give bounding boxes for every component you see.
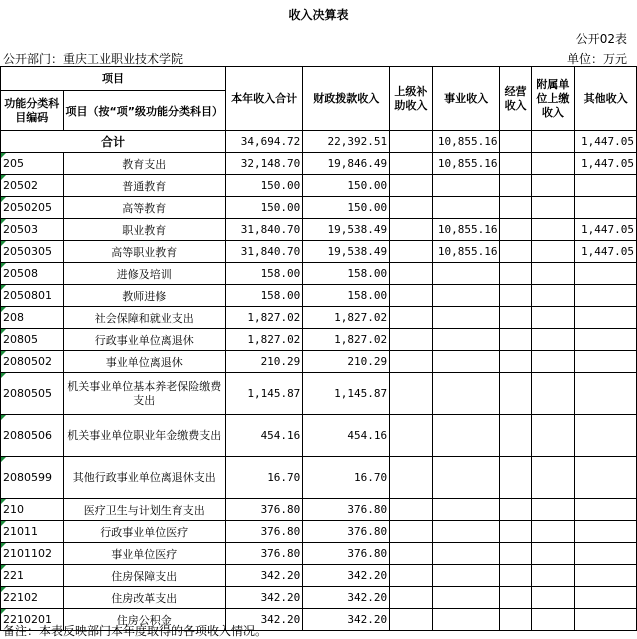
row-name: 行政事业单位医疗: [63, 521, 225, 543]
row-code: 208: [1, 307, 64, 329]
table-row: [1, 351, 637, 373]
total-business-value: 10,855.16: [432, 131, 500, 153]
row-fiscal: 1,827.02: [303, 307, 390, 329]
row-name: 机关事业单位职业年金缴费支出: [63, 415, 225, 457]
table-row: [1, 329, 637, 351]
row-operating: [500, 197, 531, 219]
income-table: [0, 66, 637, 631]
table-row: [1, 307, 637, 329]
row-superior-subsidy: [390, 329, 433, 351]
row-business: [432, 521, 500, 543]
row-business: 10,855.16: [432, 153, 500, 175]
row-fiscal: 342.20: [303, 609, 390, 631]
row-affiliated: [531, 565, 575, 587]
row-total-income: 210.29: [226, 351, 303, 373]
row-name: 职业教育: [63, 219, 225, 241]
row-affiliated: [531, 457, 575, 499]
row-other: [575, 457, 637, 499]
row-operating: [500, 307, 531, 329]
header-other: 其他收入: [575, 67, 637, 131]
total-affiliated-cell: [531, 131, 575, 153]
row-total-income: 376.80: [226, 499, 303, 521]
row-total-income: 16.70: [226, 457, 303, 499]
row-other: [575, 263, 637, 285]
row-name: 行政事业单位离退休: [63, 329, 225, 351]
row-total-income: 150.00: [226, 175, 303, 197]
table-row: [1, 457, 637, 499]
table-row: [1, 197, 637, 219]
row-affiliated: [531, 241, 575, 263]
table-row: [1, 565, 637, 587]
row-business: [432, 543, 500, 565]
row-code: 20508: [1, 263, 64, 285]
row-business: [432, 351, 500, 373]
row-code: 2080505: [1, 373, 64, 415]
header-superior-subsidy: 上级补助收入: [390, 67, 433, 131]
row-fiscal: 19,846.49: [303, 153, 390, 175]
row-superior-subsidy: [390, 219, 433, 241]
total-fiscal-value: 22,392.51: [303, 131, 390, 153]
table-row: [1, 521, 637, 543]
row-code: 20805: [1, 329, 64, 351]
table-row: [1, 263, 637, 285]
row-fiscal: 376.80: [303, 499, 390, 521]
row-other: [575, 373, 637, 415]
row-code: 22102: [1, 587, 64, 609]
row-superior-subsidy: [390, 499, 433, 521]
header-operating: 经营收入: [500, 67, 531, 131]
row-superior-subsidy: [390, 307, 433, 329]
row-total-income: 1,827.02: [226, 307, 303, 329]
row-code: 2080599: [1, 457, 64, 499]
total-other-value: 1,447.05: [575, 131, 637, 153]
row-name: 事业单位离退休: [63, 351, 225, 373]
table-row: [1, 543, 637, 565]
row-business: [432, 499, 500, 521]
row-name: 住房公积金: [63, 609, 225, 631]
row-name: 高等教育: [63, 197, 225, 219]
footnote: 备注：本表反映部门本年度取得的各项收入情况。: [3, 624, 268, 638]
row-affiliated: [531, 499, 575, 521]
total-income-value: 34,694.72: [226, 131, 303, 153]
row-affiliated: [531, 587, 575, 609]
row-other: [575, 351, 637, 373]
row-name: 高等职业教育: [63, 241, 225, 263]
row-superior-subsidy: [390, 587, 433, 609]
row-superior-subsidy: [390, 457, 433, 499]
row-fiscal: 342.20: [303, 565, 390, 587]
row-other: 1,447.05: [575, 241, 637, 263]
row-code: 2101102: [1, 543, 64, 565]
table-row: [1, 153, 637, 175]
row-other: [575, 285, 637, 307]
row-superior-subsidy: [390, 197, 433, 219]
row-total-income: 454.16: [226, 415, 303, 457]
row-total-income: 1,145.87: [226, 373, 303, 415]
unit-label: 单位：万元: [566, 52, 627, 66]
row-name: 进修及培训: [63, 263, 225, 285]
row-business: [432, 329, 500, 351]
row-name: 其他行政事业单位离退休支出: [63, 457, 225, 499]
row-superior-subsidy: [390, 609, 433, 631]
row-other: [575, 197, 637, 219]
row-other: [575, 175, 637, 197]
row-affiliated: [531, 153, 575, 175]
row-superior-subsidy: [390, 543, 433, 565]
row-affiliated: [531, 219, 575, 241]
row-business: [432, 609, 500, 631]
row-fiscal: 16.70: [303, 457, 390, 499]
table-title: 收入决算表: [288, 8, 349, 22]
row-business: 10,855.16: [432, 219, 500, 241]
table-row: [1, 285, 637, 307]
row-operating: [500, 219, 531, 241]
row-affiliated: [531, 543, 575, 565]
row-operating: [500, 175, 531, 197]
row-operating: [500, 373, 531, 415]
row-code: 2080506: [1, 415, 64, 457]
row-other: [575, 521, 637, 543]
table-row: [1, 415, 637, 457]
row-operating: [500, 351, 531, 373]
row-fiscal: 376.80: [303, 521, 390, 543]
row-total-income: 376.80: [226, 521, 303, 543]
row-total-income: 32,148.70: [226, 153, 303, 175]
row-business: [432, 587, 500, 609]
header-affiliated: 附属单位上缴收入: [531, 67, 575, 131]
row-fiscal: 150.00: [303, 197, 390, 219]
row-other: [575, 329, 637, 351]
row-total-income: 158.00: [226, 263, 303, 285]
row-name: 住房改革支出: [63, 587, 225, 609]
header-project-note: 项目（按“项”级功能分类科目）: [63, 91, 225, 131]
row-total-income: 342.20: [226, 565, 303, 587]
header-project: 项目: [1, 67, 226, 91]
row-fiscal: 158.00: [303, 285, 390, 307]
row-operating: [500, 521, 531, 543]
row-code: 221: [1, 565, 64, 587]
table-row: [1, 373, 637, 415]
row-name: 普通教育: [63, 175, 225, 197]
row-name: 机关事业单位基本养老保险缴费支出: [63, 373, 225, 415]
row-name: 事业单位医疗: [63, 543, 225, 565]
row-fiscal: 19,538.49: [303, 219, 390, 241]
row-total-income: 150.00: [226, 197, 303, 219]
row-business: [432, 373, 500, 415]
row-name: 住房保障支出: [63, 565, 225, 587]
header-total-income: 本年收入合计: [226, 67, 303, 131]
row-fiscal: 150.00: [303, 175, 390, 197]
row-operating: [500, 241, 531, 263]
row-operating: [500, 457, 531, 499]
row-business: [432, 457, 500, 499]
row-fiscal: 342.20: [303, 587, 390, 609]
row-affiliated: [531, 609, 575, 631]
row-code: 2050305: [1, 241, 64, 263]
row-business: [432, 175, 500, 197]
row-code: 20502: [1, 175, 64, 197]
table-row: [1, 499, 637, 521]
row-affiliated: [531, 415, 575, 457]
table-row: [1, 175, 637, 197]
row-superior-subsidy: [390, 153, 433, 175]
row-operating: [500, 587, 531, 609]
row-superior-subsidy: [390, 373, 433, 415]
table-code: 公开02表: [575, 32, 627, 46]
header-func-code: 功能分类科目编码: [1, 91, 64, 131]
total-label: 合计: [1, 131, 226, 153]
table-row: [1, 587, 637, 609]
row-fiscal: 376.80: [303, 543, 390, 565]
row-other: [575, 307, 637, 329]
table-row: [1, 241, 637, 263]
row-operating: [500, 263, 531, 285]
row-affiliated: [531, 285, 575, 307]
row-business: [432, 285, 500, 307]
row-code: 205: [1, 153, 64, 175]
total-superior-cell: [390, 131, 433, 153]
row-superior-subsidy: [390, 415, 433, 457]
row-business: [432, 197, 500, 219]
row-business: [432, 307, 500, 329]
row-business: 10,855.16: [432, 241, 500, 263]
row-superior-subsidy: [390, 241, 433, 263]
row-business: [432, 415, 500, 457]
row-total-income: 31,840.70: [226, 241, 303, 263]
row-superior-subsidy: [390, 521, 433, 543]
department-label: 公开部门：重庆工业职业技术学院: [3, 52, 184, 66]
row-operating: [500, 285, 531, 307]
row-affiliated: [531, 329, 575, 351]
row-other: 1,447.05: [575, 153, 637, 175]
row-affiliated: [531, 197, 575, 219]
row-fiscal: 454.16: [303, 415, 390, 457]
row-total-income: 342.20: [226, 587, 303, 609]
row-name: 社会保障和就业支出: [63, 307, 225, 329]
row-affiliated: [531, 263, 575, 285]
row-fiscal: 19,538.49: [303, 241, 390, 263]
row-operating: [500, 415, 531, 457]
row-code: 20503: [1, 219, 64, 241]
header-business: 事业收入: [432, 67, 500, 131]
row-name: 医疗卫生与计划生育支出: [63, 499, 225, 521]
row-operating: [500, 329, 531, 351]
row-other: [575, 565, 637, 587]
row-code: 2050801: [1, 285, 64, 307]
row-business: [432, 263, 500, 285]
row-code: 210: [1, 499, 64, 521]
row-fiscal: 1,145.87: [303, 373, 390, 415]
row-total-income: 158.00: [226, 285, 303, 307]
row-superior-subsidy: [390, 565, 433, 587]
row-affiliated: [531, 521, 575, 543]
row-other: [575, 587, 637, 609]
total-operating-cell: [500, 131, 531, 153]
row-operating: [500, 499, 531, 521]
row-business: [432, 565, 500, 587]
row-affiliated: [531, 175, 575, 197]
row-fiscal: 1,827.02: [303, 329, 390, 351]
row-affiliated: [531, 351, 575, 373]
row-superior-subsidy: [390, 285, 433, 307]
row-code: 21011: [1, 521, 64, 543]
row-other: [575, 609, 637, 631]
row-code: 2210201: [1, 609, 64, 631]
row-other: [575, 499, 637, 521]
row-affiliated: [531, 373, 575, 415]
row-operating: [500, 565, 531, 587]
row-total-income: 31,840.70: [226, 219, 303, 241]
row-other: [575, 543, 637, 565]
row-other: [575, 415, 637, 457]
row-other: 1,447.05: [575, 219, 637, 241]
row-total-income: 1,827.02: [226, 329, 303, 351]
row-superior-subsidy: [390, 351, 433, 373]
row-superior-subsidy: [390, 175, 433, 197]
row-total-income: 342.20: [226, 609, 303, 631]
row-fiscal: 158.00: [303, 263, 390, 285]
row-total-income: 376.80: [226, 543, 303, 565]
row-operating: [500, 153, 531, 175]
header-fiscal: 财政拨款收入: [303, 67, 390, 131]
table-row: [1, 219, 637, 241]
row-affiliated: [531, 307, 575, 329]
row-operating: [500, 609, 531, 631]
row-code: 2050205: [1, 197, 64, 219]
row-operating: [500, 543, 531, 565]
row-code: 2080502: [1, 351, 64, 373]
row-superior-subsidy: [390, 263, 433, 285]
row-fiscal: 210.29: [303, 351, 390, 373]
row-name: 教育支出: [63, 153, 225, 175]
row-name: 教师进修: [63, 285, 225, 307]
